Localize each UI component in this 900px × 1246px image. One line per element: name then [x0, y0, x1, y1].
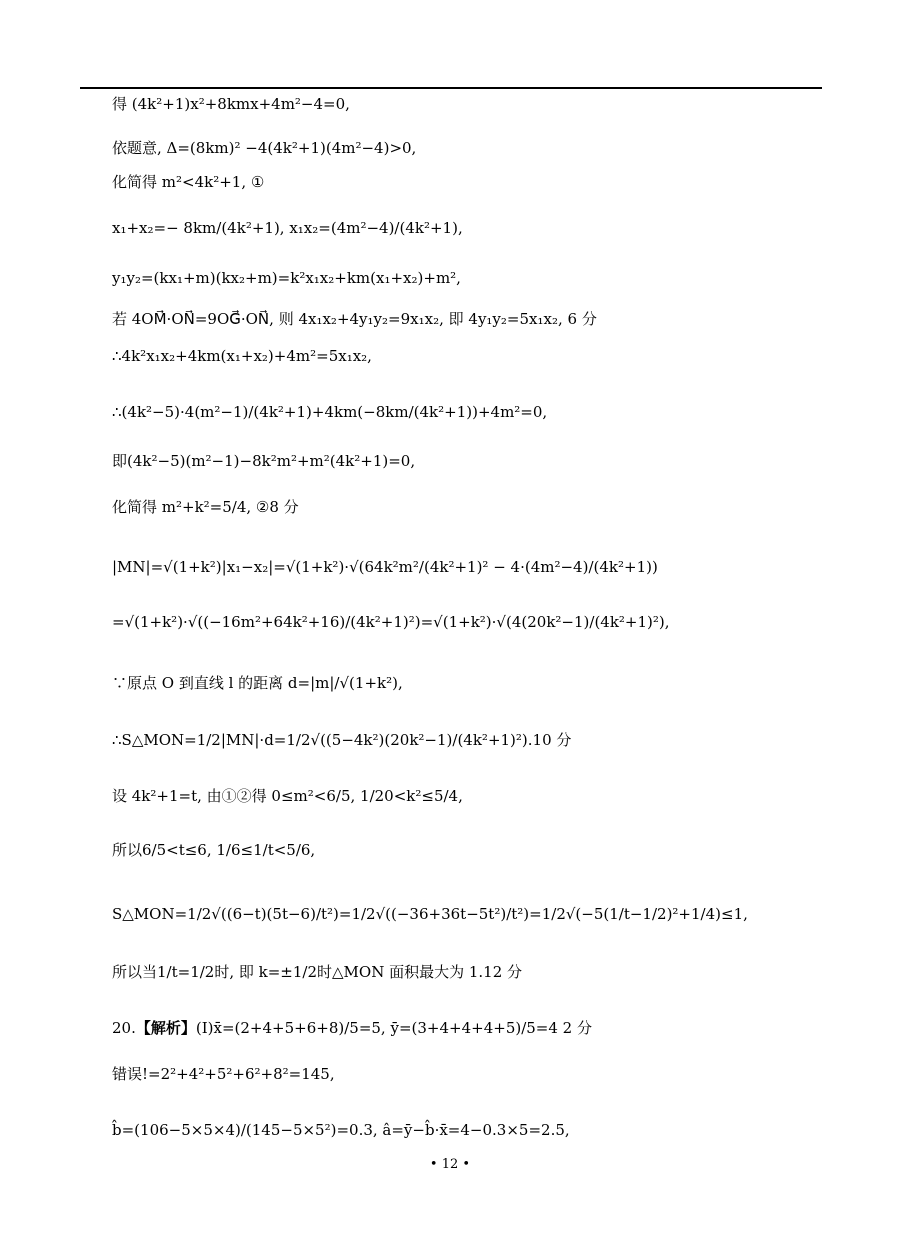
question-number: 20. [112, 1019, 136, 1037]
header-rule [80, 87, 822, 89]
solution-line: 错误!=2²+4²+5²+6²+8²=145, [112, 1065, 335, 1083]
solution-line: y₁y₂=(kx₁+m)(kx₂+m)=k²x₁x₂+km(x₁+x₂)+m², [112, 269, 461, 287]
solution-line: ∴S△MON=1/2|MN|·d=1/2√((5−4k²)(20k²−1)/(4k²+1)²).10 分 [112, 731, 572, 749]
page-number: • 12 • [429, 1157, 471, 1172]
solution-line: 设 4k²+1=t, 由①②得 0≤m²<6/5, 1/20<k²≤5/4, [112, 787, 463, 805]
solution-line: ∴(4k²−5)·4(m²−1)/(4k²+1)+4km(−8km/(4k²+1))+4m²=0, [112, 403, 548, 421]
solution-line: |MN|=√(1+k²)|x₁−x₂|=√(1+k²)·√(64k²m²/(4k²+1)² − 4·(4m²−4)/(4k²+1)) [112, 558, 658, 576]
solution-line: 若 4OM⃗·ON⃗=9OG⃗·ON⃗, 则 4x₁x₂+4y₁y₂=9x₁x₂, 即 4y₁y₂=5x₁x₂, 6 分 [112, 310, 597, 328]
solution-line: 依题意, Δ=(8km)² −4(4k²+1)(4m²−4)>0, [112, 139, 417, 157]
solution-line: 得 (4k²+1)x²+8kmx+4m²−4=0, [112, 95, 350, 113]
solution-line: ∵原点 O 到直线 l 的距离 d=|m|/√(1+k²), [112, 674, 403, 692]
analysis-tag: 【解析】 [135, 1019, 196, 1037]
solution-line: 化简得 m²+k²=5/4, ②8 分 [112, 498, 299, 516]
solution-line: 所以当1/t=1/2时, 即 k=±1/2时△MON 面积最大为 1.12 分 [112, 963, 523, 981]
question-20-line [112, 1018, 592, 1038]
solution-line: =√(1+k²)·√((−16m²+64k²+16)/(4k²+1)²)=√(1+k²)·√(4(20k²−1)/(4k²+1)²), [112, 613, 670, 631]
solution-line: 所以6/5<t≤6, 1/6≤1/t<5/6, [112, 841, 316, 859]
solution-line: 化简得 m²<4k²+1, ① [112, 173, 265, 191]
solution-line: b̂=(106−5×5×4)/(145−5×5²)=0.3, â=ȳ−b̂·x̄=4−0.3×5=2.5, [112, 1121, 570, 1139]
solution-line: S△MON=1/2√((6−t)(5t−6)/t²)=1/2√((−36+36t−5t²)/t²)=1/2√(−5(1/t−1/2)²+1/4)≤1, [112, 905, 748, 923]
solution-line: x₁+x₂=− 8km/(4k²+1), x₁x₂=(4m²−4)/(4k²+1), [112, 219, 463, 237]
solution-line: 即(4k²−5)(m²−1)−8k²m²+m²(4k²+1)=0, [112, 452, 416, 470]
solution-line: (Ⅰ)x̄=(2+4+5+6+8)/5=5, ȳ=(3+4+4+4+5)/5=4 2 分 [195, 1019, 592, 1037]
solution-line: ∴4k²x₁x₂+4km(x₁+x₂)+4m²=5x₁x₂, [112, 347, 372, 365]
